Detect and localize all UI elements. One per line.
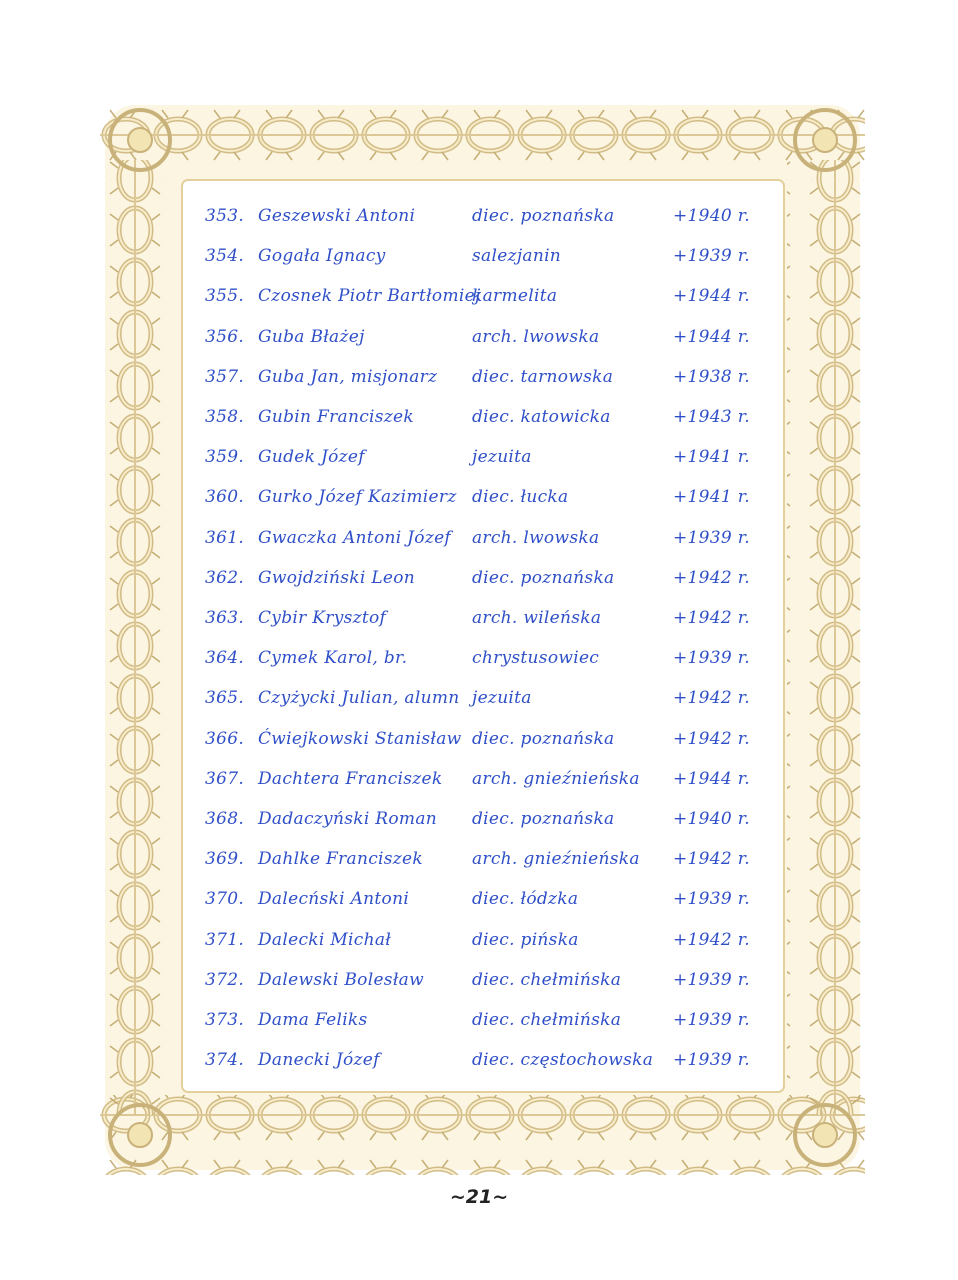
entry-affiliation: karmelita [472,286,558,307]
entry-name: Dama Feliks [258,1010,368,1030]
entry-year: +1939 r. [673,527,750,548]
entry-number: 364. [205,648,245,669]
entry-number: 372. [205,969,245,990]
entry-year: +1939 r. [673,1050,750,1071]
entry-number: 368. [205,809,245,829]
entry-year: +1942 r. [673,849,750,870]
entry-number: 360. [205,487,245,508]
entry-number: 366. [205,728,245,749]
page-number: ~21~ [449,1186,509,1208]
list-item [200,964,770,998]
entry-number: 371. [205,929,245,950]
entry-number: 370. [205,889,245,910]
entry-affiliation: arch. gnieźnieńska [472,768,640,789]
entry-number: 374. [205,1050,245,1071]
entry-affiliation: arch. gnieźnieńska [472,849,640,870]
entry-affiliation: arch. lwowska [472,527,600,548]
entry-year: +1942 r. [673,608,750,628]
entry-year: +1942 r. [673,688,750,709]
entry-year: +1939 r. [673,246,750,267]
entry-year: +1939 r. [673,1010,750,1030]
entry-name: Gwaczka Antoni Józef [258,527,452,548]
entry-year: +1942 r. [673,728,750,749]
list-item [200,441,770,475]
entry-year: +1941 r. [673,447,750,468]
entry-number: 361. [205,527,245,548]
entry-name: Gwojdziński Leon [258,567,416,588]
entry-affiliation: diec. poznańska [472,728,615,749]
entry-affiliation: diec. chełmińska [472,1010,622,1030]
entry-name: Czosnek Piotr Bartłomiej [258,286,481,307]
entry-year: +1939 r. [673,648,750,669]
entry-number: 369. [205,849,245,870]
entry-affiliation: jezuita [472,447,532,468]
entry-year: +1939 r. [673,889,750,910]
entry-name: Cymek Karol, br. [258,648,408,669]
entry-year: +1941 r. [673,487,750,508]
entry-name: Dalecński Antoni [258,889,410,910]
entry-number: 353. [205,206,245,226]
entry-number: 359. [205,447,245,468]
entry-affiliation: diec. łucka [472,487,569,508]
entry-affiliation: diec. chełmińska [472,969,622,990]
entry-year: +1940 r. [673,809,750,829]
entry-number: 373. [205,1010,245,1030]
entry-name: Cybir Krysztof [258,608,387,628]
entry-affiliation: jezuita [472,688,532,709]
entry-number: 367. [205,768,245,789]
list-item [200,401,770,435]
entry-year: +1944 r. [673,768,750,789]
entry-name: Gurko Józef Kazimierz [258,487,457,508]
entry-year: +1944 r. [673,326,750,347]
entry-number: 358. [205,407,245,427]
list-item [200,200,770,234]
entry-year: +1940 r. [673,206,750,226]
list-item [200,361,770,395]
list-item [200,924,770,958]
entry-number: 356. [205,326,245,347]
entry-name: Dahlke Franciszek [258,849,424,870]
entry-year: +1944 r. [673,286,750,307]
list-item [200,763,770,797]
entry-affiliation: diec. częstochowska [472,1050,654,1071]
list-item [200,1004,770,1038]
list-item [200,723,770,757]
entry-name: Guba Jan, misjonarz [258,366,438,387]
entry-name: Dalecki Michał [258,929,392,950]
entry-name: Czyżycki Julian, alumn [258,688,460,709]
entry-year: +1939 r. [673,969,750,990]
entry-year: +1943 r. [673,407,750,427]
entry-name: Ćwiejkowski Stanisław [258,728,462,749]
entry-number: 363. [205,608,245,628]
entry-affiliation: diec. poznańska [472,206,615,226]
list-item [200,240,770,274]
entry-affiliation: chrystusowiec [472,648,600,669]
entry-name: Gudek Józef [258,447,365,468]
entry-affiliation: arch. wileńska [472,608,602,628]
entry-number: 355. [205,286,245,307]
entry-affiliation: salezjanin [472,246,562,267]
entry-name: Dadaczyński Roman [258,809,438,829]
entry-affiliation: diec. tarnowska [472,366,614,387]
entry-name: Dachtera Franciszek [258,768,443,789]
entry-affiliation: arch. lwowska [472,326,600,347]
entry-affiliation: diec. poznańska [472,567,615,588]
list-item [200,280,770,314]
list-item [200,562,770,596]
entry-affiliation: diec. łódzka [472,889,579,910]
list-item [200,321,770,355]
list-item [200,522,770,556]
list-item [200,803,770,837]
list-item [200,1044,770,1078]
entry-name: Gubin Franciszek [258,407,415,427]
entry-affiliation: diec. poznańska [472,809,615,829]
entry-number: 362. [205,567,245,588]
entry-name: Gogała Ignacy [258,246,386,267]
list-item [200,682,770,716]
entry-affiliation: diec. pińska [472,929,579,950]
entry-name: Danecki Józef [258,1050,380,1071]
entry-year: +1942 r. [673,567,750,588]
list-item [200,481,770,515]
list-item [200,602,770,636]
entry-year: +1938 r. [673,366,750,387]
entry-number: 365. [205,688,245,709]
entry-number: 354. [205,246,245,267]
list-item [200,642,770,676]
entry-name: Dalewski Bolesław [258,969,424,990]
list-item [200,883,770,917]
entry-name: Geszewski Antoni [258,206,416,226]
entry-year: +1942 r. [673,929,750,950]
entry-affiliation: diec. katowicka [472,407,611,427]
entry-number: 357. [205,366,245,387]
list-item [200,843,770,877]
entry-name: Guba Błażej [258,326,365,347]
